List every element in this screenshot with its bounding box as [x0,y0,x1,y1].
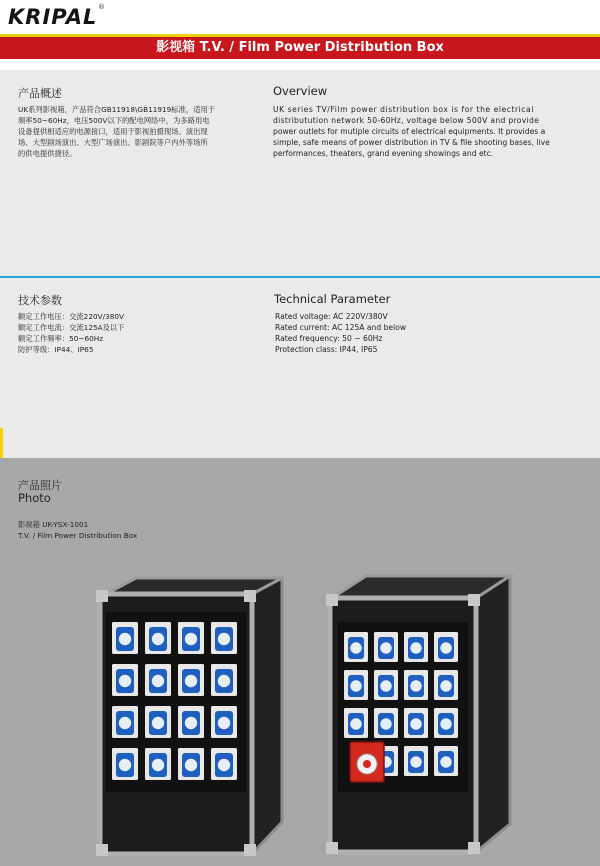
red-industrial-socket [350,742,384,782]
blue-socket [145,664,171,696]
overview-text-cn [18,104,263,159]
overview-en-line: UK series TV/Film power distribution box is for the electrical [273,105,534,114]
technical-en-line: Protection class: IP44, IP65 [275,345,378,354]
blue-socket [211,748,237,780]
blue-socket [434,708,458,738]
technical-cn-line: 额定工作电流：交流125A及以下 [18,323,125,332]
technical-en-line: Rated frequency: 50 ~ 60Hz [275,334,383,343]
technical-cn-line: 防护等级：IP44、IP65 [18,345,94,354]
blue-socket [178,664,204,696]
overview-text-en [273,104,588,159]
blue-socket [211,664,237,696]
registered-mark: ® [98,3,105,11]
blue-socket [112,748,138,780]
overview-en-line: distributution network 50-60Hz, voltage below 500V and provide [273,116,540,125]
blue-socket [145,706,171,738]
technical-heading-en: Technical Parameter [274,292,391,306]
technical-text-cn [18,311,258,355]
product-photo-front [92,572,292,858]
blue-socket [211,706,237,738]
blue-socket [112,706,138,738]
blue-socket [404,670,428,700]
blue-socket [374,670,398,700]
technical-en-line: Rated voltage: AC 220V/380V [275,312,388,321]
technical-cn-line: 额定工作电压：交流220V/380V [18,312,124,321]
technical-cn-line: 额定工作频率：50~60Hz [18,334,104,343]
blue-socket [434,632,458,662]
blue-socket [374,708,398,738]
blue-socket [145,622,171,654]
blue-socket [344,670,368,700]
blue-socket [211,622,237,654]
blue-socket [112,664,138,696]
overview-cn-line: UK系列影视箱，产品符合GB11918\GB11919标准，适用于 [18,105,216,114]
photo-model-cn: 影视箱 UK-YSX-1001 [18,520,89,529]
overview-heading-cn: 产品概述 [18,87,62,100]
blue-socket [344,708,368,738]
photo-heading-en: Photo [18,491,51,505]
blue-socket [112,622,138,654]
blue-socket [404,746,428,776]
blue-socket [404,708,428,738]
technical-en-line: Rated current: AC 125A and below [275,323,407,332]
photo-heading-cn: 产品照片 [18,479,62,492]
blue-socket [374,632,398,662]
photo-model-en: T.V. / Film Power Distribution Box [18,531,138,540]
blue-socket [178,622,204,654]
blue-socket [145,748,171,780]
overview-cn-line: 的供电提供捷径。 [18,149,77,158]
blue-socket [344,632,368,662]
blue-socket [178,706,204,738]
blue-socket [434,670,458,700]
technical-text-en [275,311,575,355]
technical-heading-cn: 技术参数 [18,294,62,307]
page-title: 影视箱 T.V. / Film Power Distribution Box [0,37,600,59]
blue-socket [178,748,204,780]
blue-socket [404,632,428,662]
section-marker [0,428,3,460]
overview-cn-line: 场、大型剧场演出、大型广场演出、影剧院等户内外等场所 [18,138,208,147]
overview-heading-en: Overview [273,84,328,98]
overview-en-line: performances, theaters, grand evening showings and etc. [273,149,494,158]
product-photo-angle [326,566,526,858]
overview-cn-line: 频率50~60Hz，电压500V以下的配电网络中，为多路用电 [18,116,210,125]
overview-section [0,70,600,276]
brand-logo: KRIPAL [8,5,98,29]
blue-socket [434,746,458,776]
overview-en-line: power outlets for mutiple circuits of electrical equipments. It provides a [273,127,546,136]
overview-en-line: simple, safe means of power distribution in TV & file shooting bases, live [273,138,550,147]
overview-cn-line: 设备提供相适应的电源接口，适用于影视拍摄现场、演出现 [18,127,208,136]
